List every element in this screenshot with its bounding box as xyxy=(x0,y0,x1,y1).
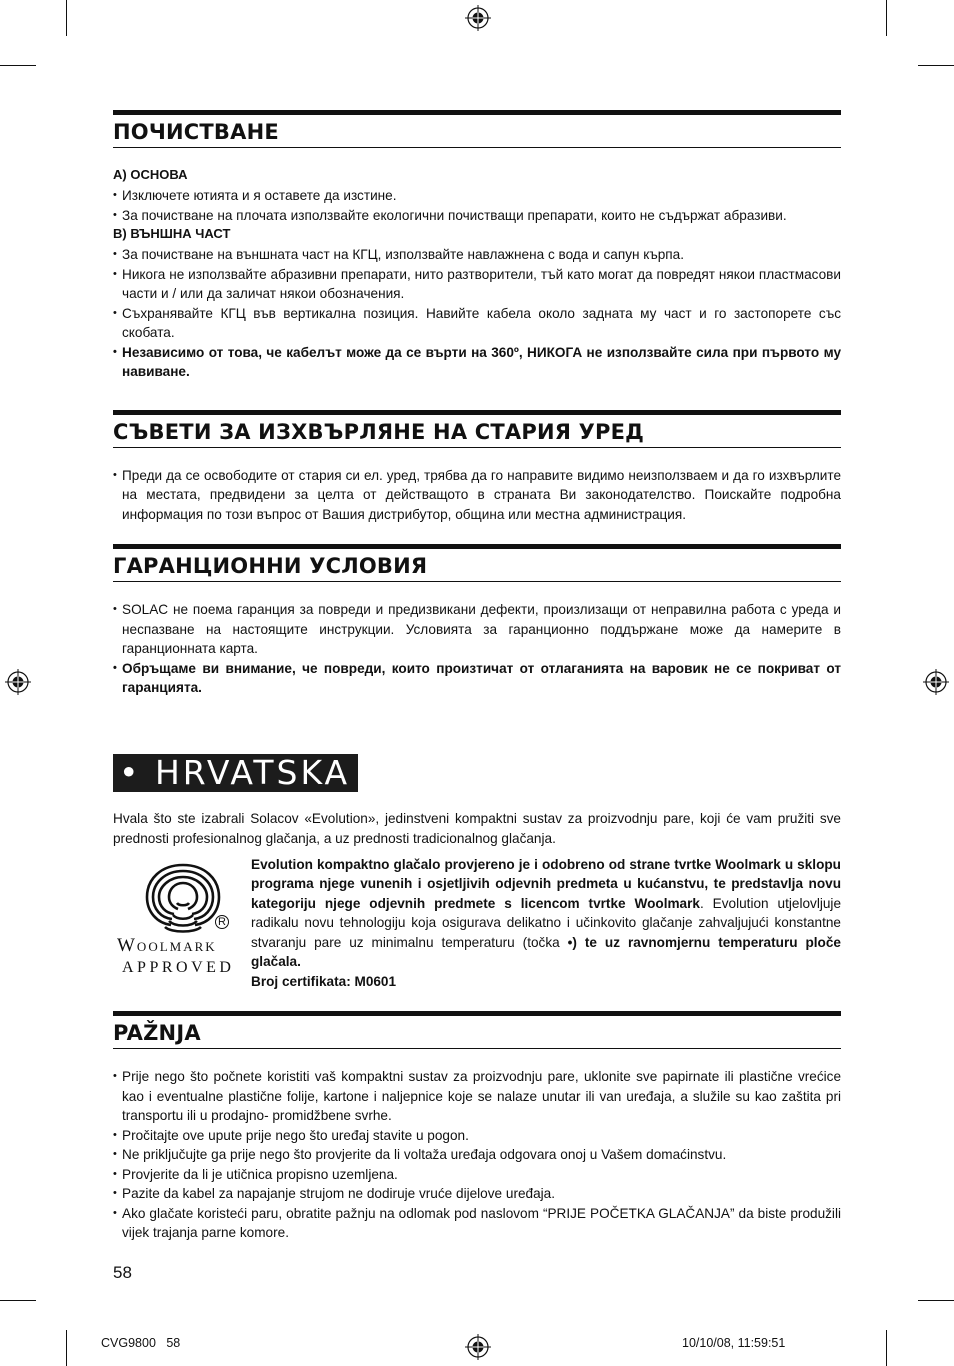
list-item: • Никога не използвайте абразивни препарати, нито разтворители, тъй като могат да повредят някои пластмасови части и / или да заличат някои обозначения. xyxy=(113,265,841,304)
section-header-cleaning xyxy=(113,110,841,148)
bullet-list xyxy=(113,466,841,525)
section-title: PAŽNJA xyxy=(113,1021,201,1045)
registration-mark-icon xyxy=(923,669,949,695)
list-item: • Ne priključujte ga prije nego što provjerite da li voltaža uređaja odgovara onoj u Vašem domaćinstvu. xyxy=(113,1145,841,1165)
woolmark-approved: APPROVED xyxy=(122,958,235,976)
crop-mark xyxy=(66,0,67,36)
woolmark-block xyxy=(113,855,841,992)
list-item: • Pazite da kabel za napajanje strujom ne dodiruje vruće dijelove uređaja. xyxy=(113,1184,841,1204)
section-title: СЪВЕТИ ЗА ИЗХВЪРЛЯНЕ НА СТАРИЯ УРЕД xyxy=(113,419,645,444)
subheading: А) ОСНОВА xyxy=(113,167,188,182)
list-item: • Prije nego što počnete koristiti vaš kompaktni sustav za proizvodnju pare, uklonite sve papirnate ili plastične vrećice kao i eventualne plastične folije, kartone i naljepnice koje se nalaze unutar ili van uređaja, a služile su kao zaštita pri transportu ili u prodajno- promidžbene svrhe. xyxy=(113,1067,841,1126)
language-banner: • HRVATSKA xyxy=(113,754,358,792)
crop-mark xyxy=(886,0,887,36)
list-item: • Съхранявайте КГЦ във вертикална позиция. Навийте кабела около задната му част и го застопорете със скобата. xyxy=(113,304,841,343)
subheading: В) ВЪНШНА ЧАСТ xyxy=(113,226,231,241)
bullet-list xyxy=(113,186,841,225)
woolmark-description xyxy=(251,855,841,992)
bullet-list xyxy=(113,600,841,698)
bullet-list xyxy=(113,1067,841,1243)
list-item: • Обръщаме ви внимание, че повреди, които произтичат от отлаганията на варовик не се покриват от гаранцията. xyxy=(113,659,841,698)
crop-mark xyxy=(0,65,36,66)
woolmark-logo xyxy=(113,855,251,992)
list-item: • SOLAC не поема гаранция за повреди и предизвикани дефекти, произлизащи от неправилна работа с уреда и неспазване на настоящите инструкции. Условията за гаранционно поддържане може да намерите в гаранционната карта. xyxy=(113,600,841,659)
list-item: • Pročitajte ove upute prije nego što uređaj stavite u pogon. xyxy=(113,1126,841,1146)
section-header-disposal xyxy=(113,410,841,448)
list-item: • Изключете ютията и я оставете да изстине. xyxy=(113,186,841,206)
list-item: • Provjerite da li je utičnica propisno uzemljena. xyxy=(113,1165,841,1185)
intro-paragraph: Hvala što ste izabrali Solacov «Evolution», jedinstveni kompaktni sustav za proizvodnju pare, koji će vam pružiti sve prednosti profesionalnog glačanja, a uz prednosti tradicionalnog glačanja. xyxy=(113,810,841,846)
woolmark-bold-intro: Evolution kompaktno glačalo provjereno je i odobreno od strane tvrtke Woolmark u sklopu programa njege vunenih i osjetljivih odjevnih predmeta u kućanstvu, te predstavlja novu kategoriju njege odjevnih predmete s licencom tvrtke Woolmark xyxy=(251,856,841,911)
registered-mark: R xyxy=(215,915,229,929)
section-title: ПОЧИСТВАНЕ xyxy=(113,120,279,144)
registration-mark-icon xyxy=(5,669,31,695)
section-title: ГАРАНЦИОННИ УСЛОВИЯ xyxy=(113,554,428,578)
crop-mark xyxy=(66,1330,67,1366)
certificate-number: Broj certifikata: M0601 xyxy=(251,973,397,989)
list-item: • Ako glačate koristeći paru, obratite pažnju na odlomak pod naslovom “PRIJE POČETKA GLAČANJA” da biste produžili vijek trajanja parne komore. xyxy=(113,1204,841,1243)
list-item: • Преди да се освободите от стария си ел. уред, трябва да го направите видимо неизползваем и да го изхвърлите на местата, предвидени за целта от действащото в страната Ви законодателство. Поискайте подробна информация по този въпрос от Вашия дистрибутор, община или местна администрация. xyxy=(113,466,841,525)
crop-mark xyxy=(918,65,954,66)
section-header-warranty xyxy=(113,544,841,582)
list-item: • За почистване на плочата използвайте екологични почистващи препарати, които не съдържат абразиви. xyxy=(113,206,841,226)
footer-job-id: CVG9800 58 xyxy=(101,1336,181,1350)
page-content xyxy=(113,110,841,1243)
woolmark-wordmark: Woolmark xyxy=(117,934,217,956)
woolmark-bold-tail: •) te uz ravnomjernu temperaturu ploče glačala. xyxy=(251,934,841,969)
crop-mark xyxy=(0,1300,36,1301)
footer-timestamp: 10/10/08, 11:59:51 xyxy=(682,1336,786,1350)
crop-mark xyxy=(886,1330,887,1366)
registration-mark-icon xyxy=(465,5,491,31)
list-item: • Независимо от това, че кабелът може да се върти на 360º, НИКОГА не използвайте сила при първото му навиване. xyxy=(113,343,841,382)
registration-mark-icon xyxy=(465,1334,491,1360)
page-number: 58 xyxy=(113,1263,132,1282)
section-header-attention xyxy=(113,1011,841,1049)
bullet-list xyxy=(113,245,841,382)
list-item: • За почистване на външната част на КГЦ, използвайте навлажнена с вода и сапун кърпа. xyxy=(113,245,841,265)
woolmark-icon xyxy=(113,857,251,937)
crop-mark xyxy=(918,1300,954,1301)
woolmark-body: . Evolution utjelovljuje radikalu novu tehnologiju koja osigurava delikatno i učinkovito glačanje zahvaljujući konstantne stvaranju pare uz minimalnu temperaturu (točka xyxy=(251,895,841,950)
